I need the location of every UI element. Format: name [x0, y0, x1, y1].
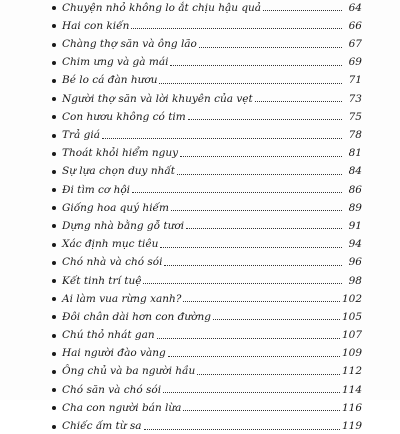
toc-entry-title: Ai làm vua rừng xanh? — [62, 292, 182, 305]
toc-entry-title: Dựng nhà bằng gỗ tươi — [62, 219, 185, 232]
dot-leader — [143, 283, 342, 284]
bullet-icon — [52, 279, 56, 283]
toc-entry — [62, 233, 362, 251]
toc-entry-page: 67 — [348, 38, 362, 51]
dot-leader — [180, 156, 342, 157]
toc-entry-page: 66 — [348, 19, 362, 32]
dot-leader — [144, 429, 340, 430]
toc-entry-page: 89 — [348, 201, 362, 214]
bullet-icon — [52, 24, 56, 28]
bullet-icon — [52, 170, 56, 174]
toc-entry-page: 96 — [348, 256, 362, 269]
toc-entry — [62, 143, 362, 161]
toc-entry-title: Người thợ săn và lời khuyên của vẹt — [62, 92, 253, 105]
bullet-icon — [52, 425, 56, 429]
toc-entry — [62, 197, 362, 215]
toc-entry — [62, 88, 362, 106]
bullet-icon — [52, 352, 56, 356]
dot-leader — [255, 101, 342, 102]
toc-entry — [62, 161, 362, 179]
dot-leader — [170, 65, 342, 66]
toc-entry — [62, 15, 362, 33]
toc-entry-title: Chiếc ấm từ sa — [62, 420, 142, 432]
bullet-icon — [52, 224, 56, 228]
toc-entry-page: 71 — [348, 74, 362, 87]
toc-entry-title: Xác định mục tiêu — [62, 238, 159, 251]
toc-entry — [62, 252, 362, 270]
bullet-icon — [52, 261, 56, 265]
toc-entry-page: 84 — [348, 165, 362, 178]
dot-leader — [183, 410, 340, 411]
toc-entry — [62, 379, 362, 397]
toc-entry-title: Chuyện nhỏ không lo ắt chịu hậu quả — [62, 1, 262, 14]
toc-entry-page: 78 — [348, 129, 362, 141]
toc-entry-title: Thoát khỏi hiểm nguy — [62, 147, 179, 160]
bullet-icon — [52, 43, 56, 47]
bullet-icon — [52, 79, 56, 83]
toc-entry-title: Chú thỏ nhát gan — [62, 329, 155, 342]
dot-leader — [159, 83, 342, 84]
bullet-icon — [52, 134, 56, 138]
bullet-icon — [52, 206, 56, 210]
toc-entry-page: 116 — [341, 401, 362, 414]
dot-leader — [160, 247, 342, 248]
toc-entry — [62, 215, 362, 233]
toc-entry-page: 102 — [341, 292, 362, 305]
toc-entry-title: Đôi chân dài hơn con đường — [62, 310, 211, 323]
dot-leader — [177, 174, 342, 175]
toc-entry-title: Cha con người bán lừa — [62, 401, 182, 414]
dot-leader — [183, 301, 340, 302]
toc-entry-page: 94 — [348, 238, 362, 251]
bullet-icon — [52, 406, 56, 410]
toc-entry — [62, 361, 362, 379]
toc-entry-page: 69 — [348, 56, 362, 69]
toc-entry — [62, 52, 362, 70]
dot-leader — [132, 192, 342, 193]
bullet-icon — [52, 370, 56, 374]
dot-leader — [102, 138, 342, 139]
toc-entry-page: 119 — [341, 420, 362, 432]
toc-entry-title: Bé lo cá đàn hươu — [62, 74, 158, 87]
toc-entry — [62, 179, 362, 197]
toc-entry-page: 64 — [348, 1, 362, 14]
toc-entry-page: 112 — [341, 365, 362, 378]
toc-entry-page: 107 — [341, 329, 362, 342]
toc-entry-title: Chó săn và chó sói — [62, 383, 162, 396]
bullet-icon — [52, 334, 56, 338]
toc-entry — [62, 0, 362, 15]
toc-entry-page: 86 — [348, 183, 362, 196]
toc-entry-page: 81 — [348, 147, 362, 160]
bullet-icon — [52, 188, 56, 192]
dot-leader — [164, 265, 342, 266]
dot-leader — [197, 374, 340, 375]
bullet-icon — [52, 388, 56, 392]
toc-entry-title: Kết tinh trí tuệ — [62, 274, 142, 287]
toc-entry-title: Hai người đào vàng — [62, 347, 166, 360]
bullet-icon — [52, 315, 56, 319]
toc-entry-title: Chim ưng và gà mái — [62, 56, 169, 69]
dot-leader — [171, 210, 342, 211]
toc-entry — [62, 33, 362, 51]
bullet-icon — [52, 152, 56, 156]
toc-entry — [62, 270, 362, 288]
toc-entry — [62, 106, 362, 124]
toc-entry-title: Sự lựa chọn duy nhất — [62, 165, 176, 178]
toc-entry-title: Chó nhà và chó sói — [62, 256, 163, 269]
toc-entry — [62, 324, 362, 342]
toc-entry-title: Ông chủ và ba người hầu — [62, 365, 196, 378]
toc-entry-page: 91 — [348, 219, 362, 232]
bullet-icon — [52, 243, 56, 247]
toc-entry-title: Hai con kiến — [62, 19, 130, 32]
dot-leader — [263, 10, 342, 11]
toc-entry-page: 98 — [348, 274, 362, 287]
dot-leader — [131, 28, 342, 29]
toc-entry-page: 73 — [348, 92, 362, 105]
toc-entry-title: Giống hoa quý hiếm — [62, 201, 169, 214]
dot-leader — [199, 47, 342, 48]
table-of-contents — [62, 0, 362, 434]
toc-entry — [62, 70, 362, 88]
toc-entry-page: 75 — [348, 110, 362, 123]
dot-leader — [186, 228, 342, 229]
dot-leader — [163, 392, 340, 393]
dot-leader — [213, 319, 340, 320]
dot-leader — [168, 356, 340, 357]
dot-leader — [157, 338, 340, 339]
toc-entry — [62, 415, 362, 433]
bullet-icon — [52, 115, 56, 119]
toc-entry-title: Đi tìm cơ hội — [62, 183, 131, 196]
bullet-icon — [52, 61, 56, 65]
toc-entry — [62, 124, 362, 142]
toc-entry-page: 114 — [341, 383, 362, 396]
bullet-icon — [52, 6, 56, 10]
toc-entry-page: 105 — [341, 310, 362, 323]
bullet-icon — [52, 297, 56, 301]
bullet-icon — [52, 97, 56, 101]
toc-entry-title: Chàng thợ săn và ông lão — [62, 38, 197, 51]
toc-entry-title: Con hươu không có tim — [62, 110, 186, 123]
toc-entry — [62, 343, 362, 361]
dot-leader — [188, 119, 342, 120]
toc-entry-title: Trả giá — [62, 129, 100, 141]
toc-entry-page: 109 — [341, 347, 362, 360]
toc-entry — [62, 288, 362, 306]
toc-entry — [62, 397, 362, 415]
toc-entry — [62, 306, 362, 324]
